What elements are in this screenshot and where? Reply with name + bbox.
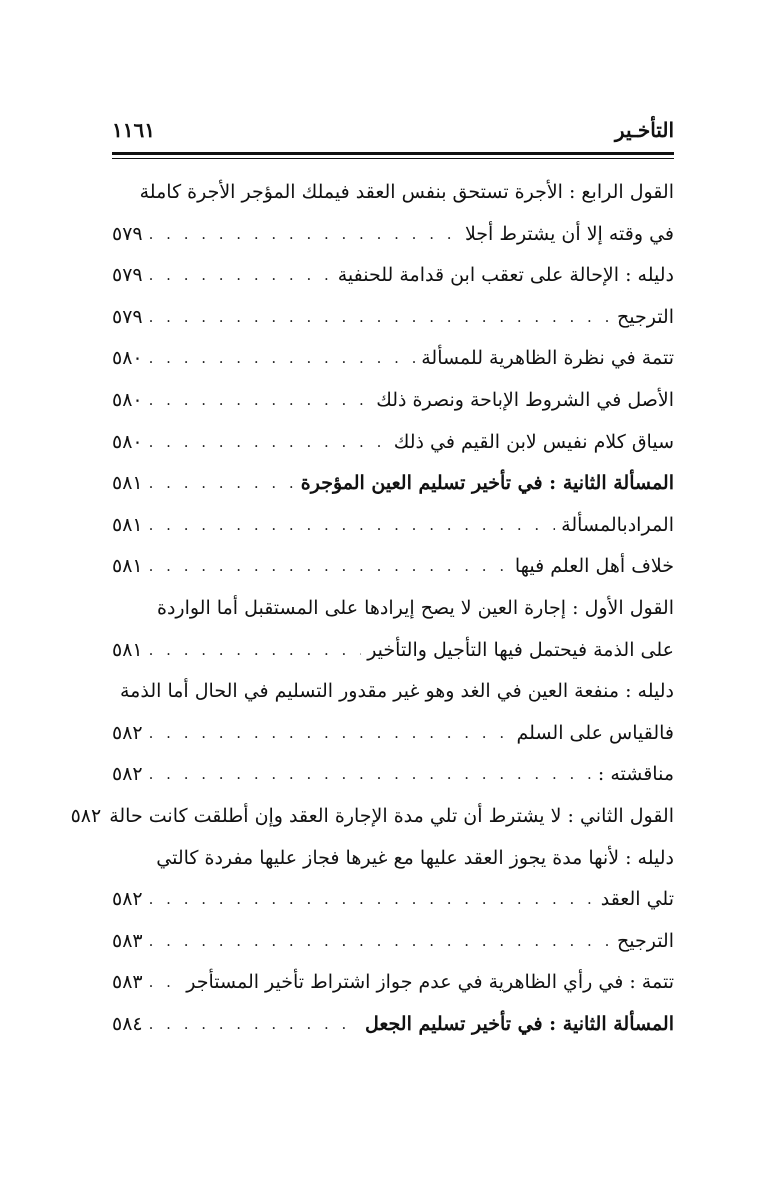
toc-entry xyxy=(112,422,674,464)
toc-entry-page-number: ٥٧٩ xyxy=(112,264,143,287)
dot-leader xyxy=(149,214,459,256)
dot-leader xyxy=(149,338,416,380)
dot-leader xyxy=(149,255,332,297)
dot-leader xyxy=(149,754,592,796)
toc-entry xyxy=(112,338,674,380)
toc-entry-text: الأصل في الشروط الإباحة ونصرة ذلك xyxy=(376,388,674,411)
toc-entry-text: القول الرابع : الأجرة تستحق بنفس العقد فيملك المؤجر الأجرة كاملة xyxy=(139,181,674,203)
toc-entry-text: المسألة الثانية : في تأخير تسليم العين المؤجرة xyxy=(300,472,674,495)
toc-entry-page-number: ٥٨٠ xyxy=(112,347,143,370)
running-title: التأخـير xyxy=(614,118,674,142)
toc-entry-page-number: ٥٨٢ xyxy=(70,804,102,827)
toc-entry xyxy=(112,962,674,1004)
toc-entry-page-number: ٥٧٩ xyxy=(112,222,143,245)
toc-entry-text: تلي العقد xyxy=(600,888,674,911)
dot-leader xyxy=(149,546,509,588)
dot-leader xyxy=(149,713,511,755)
toc-entry-text: القول الثاني : لا يشترط أن تلي مدة الإجارة العقد وإن أطلقت كانت حالة xyxy=(109,804,674,827)
toc-entry xyxy=(112,380,674,422)
toc-entry-text: المرادبالمسألة xyxy=(561,513,674,536)
toc-entry-text: مناقشته : xyxy=(597,763,674,786)
dot-leader xyxy=(149,630,362,672)
toc-entry-text: الترجيح xyxy=(616,929,674,952)
toc-entry xyxy=(112,297,674,339)
dot-leader xyxy=(149,879,595,921)
dot-leader xyxy=(149,380,371,422)
dot-leader xyxy=(149,297,611,339)
toc-entry xyxy=(112,172,674,214)
toc-entry xyxy=(112,921,674,963)
header-rule-thin xyxy=(112,158,674,159)
toc-entry-text: تتمة في نظرة الظاهرية للمسألة xyxy=(421,347,674,370)
toc-entry-page-number: ٥٨٣ xyxy=(112,929,143,952)
toc-entry xyxy=(112,671,674,713)
dot-leader xyxy=(149,921,611,963)
toc-entry-page-number: ٥٧٩ xyxy=(112,305,143,328)
toc-entry-page-number: ٥٨٢ xyxy=(112,763,143,786)
page-number: ١١٦١ xyxy=(112,118,155,142)
toc-entry-page-number: ٥٨١ xyxy=(112,555,143,578)
toc-entry-text: المسألة الثانية : في تأخير تسليم الجعل xyxy=(364,1012,674,1035)
toc-entry-text: دليله : الإحالة على تعقب ابن قدامة للحنفية xyxy=(337,264,674,287)
toc-entry-text: سياق كلام نفيس لابن القيم في ذلك xyxy=(393,430,674,453)
toc-entry-text: تتمة : في رأي الظاهرية في عدم جواز اشتراط تأخير المستأجر xyxy=(186,971,674,994)
toc-entry-page-number: ٥٨١ xyxy=(112,472,143,495)
dot-leader xyxy=(149,422,388,464)
dot-leader xyxy=(149,962,181,1004)
toc-entry-page-number: ٥٨١ xyxy=(112,513,143,536)
toc-entry-page-number: ٥٨٣ xyxy=(112,971,143,994)
toc-entry xyxy=(112,505,674,547)
toc-entry-text: الترجيح xyxy=(616,305,674,328)
toc-entry xyxy=(112,1004,674,1046)
toc-entry xyxy=(112,754,674,796)
toc-entry xyxy=(112,879,674,921)
toc-entry xyxy=(112,588,674,630)
toc-entry xyxy=(112,713,674,755)
toc-entry-page-number: ٥٨٢ xyxy=(112,721,143,744)
toc-entry xyxy=(112,546,674,588)
toc-entry-text: خلاف أهل العلم فيها xyxy=(514,555,674,578)
dot-leader xyxy=(149,1004,359,1046)
toc-entry-page-number: ٥٨٢ xyxy=(112,888,143,911)
toc-entry-text: القول الأول : إجارة العين لا يصح إيرادها على المستقبل أما الواردة xyxy=(157,596,674,619)
toc-entry xyxy=(112,838,674,880)
toc-entry-text: على الذمة فيحتمل فيها التأجيل والتأخير xyxy=(367,638,674,661)
toc-entry-page-number: ٥٨٤ xyxy=(112,1012,143,1035)
toc-entry-text: في وقته إلا أن يشترط أجلا xyxy=(464,222,674,245)
dot-leader xyxy=(149,463,295,505)
toc-entry-text: فالقياس على السلم xyxy=(516,721,674,744)
toc-entry xyxy=(112,630,674,672)
toc-entry-page-number: ٥٨٠ xyxy=(112,430,143,453)
toc-entry-page-number: ٥٨١ xyxy=(112,638,143,661)
dot-leader xyxy=(149,505,556,547)
toc-entry xyxy=(70,796,674,838)
page-header xyxy=(112,118,674,148)
toc-entry-text: دليله : لأنها مدة يجوز العقد عليها مع غيرها فجاز عليها مفردة كالتي xyxy=(156,846,674,869)
toc-entry xyxy=(112,214,674,256)
toc-entry xyxy=(112,255,674,297)
header-rule-thick xyxy=(112,152,674,155)
toc-entry-page-number: ٥٨٠ xyxy=(112,388,143,411)
toc-entry-text: دليله : منفعة العين في الغد وهو غير مقدور التسليم في الحال أما الذمة xyxy=(120,680,674,703)
toc-entry xyxy=(112,463,674,505)
table-of-contents xyxy=(70,172,674,1045)
